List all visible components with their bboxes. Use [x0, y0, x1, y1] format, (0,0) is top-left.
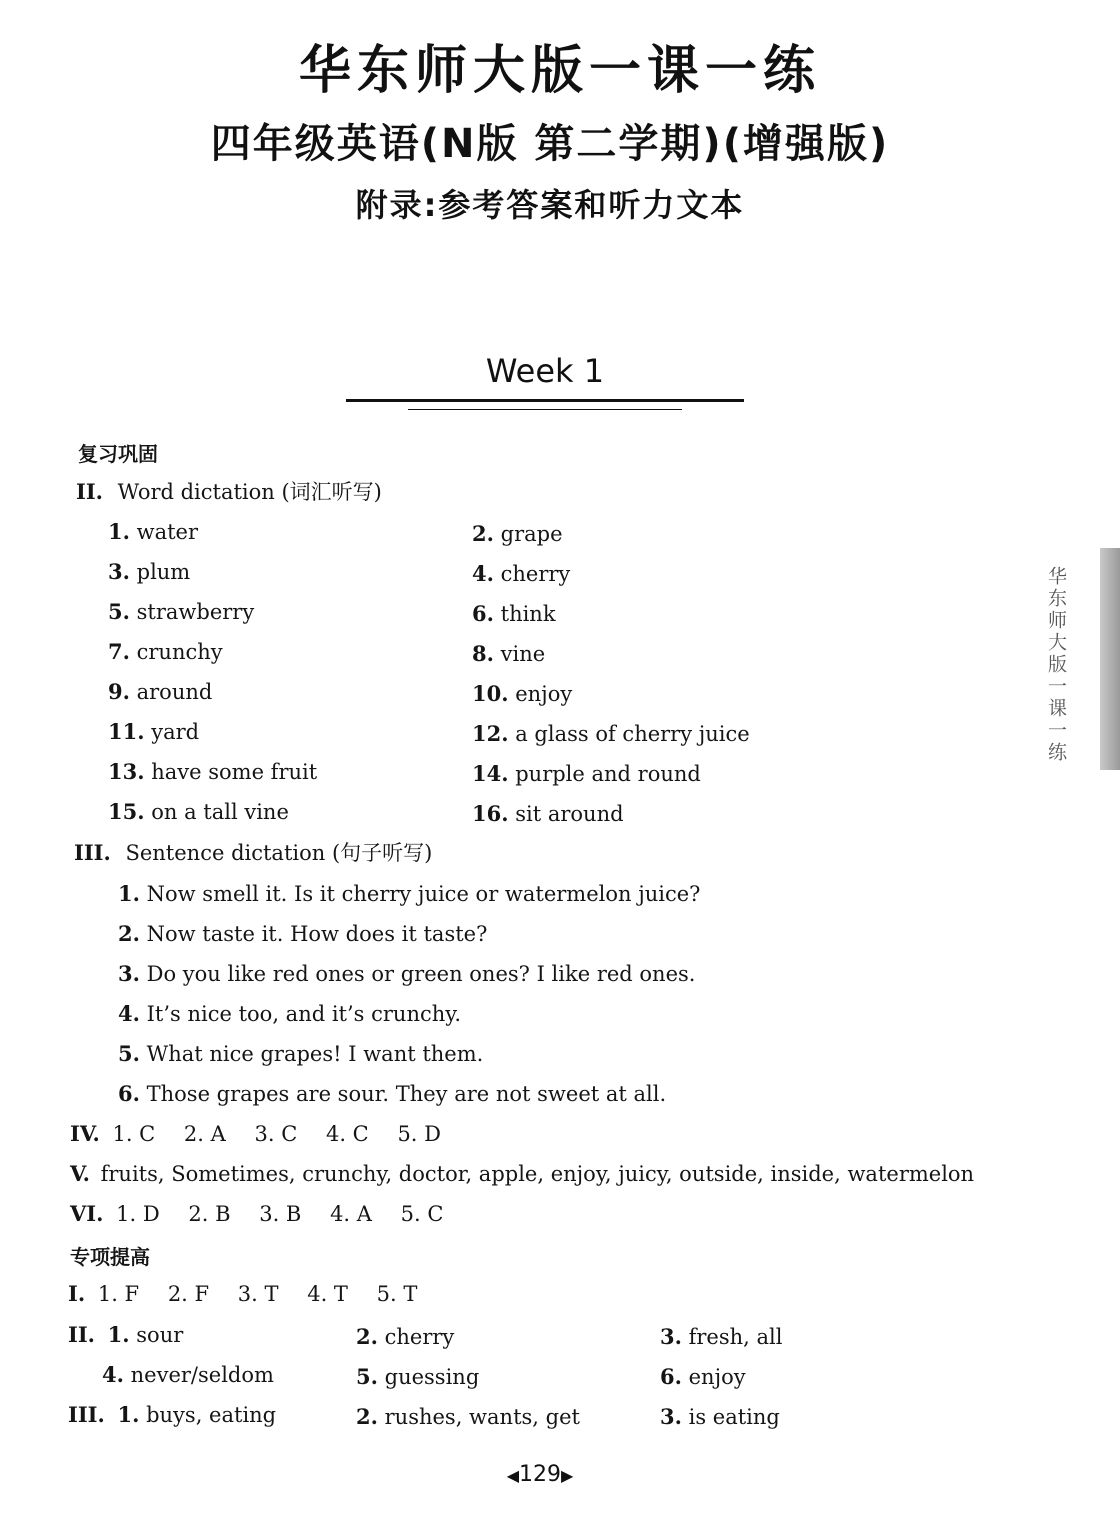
- sentence-item: 3. Do you like red ones or green ones? I like red ones.: [118, 961, 696, 986]
- list-item: 8. vine: [472, 641, 546, 666]
- list-item: 2. rushes, wants, get: [356, 1404, 580, 1429]
- list-item: 7. crunchy: [108, 639, 223, 664]
- list-item: 3. is eating: [660, 1404, 780, 1429]
- improve-section-1-answers: I. 1. F 2. F 3. T 4. T 5. T: [68, 1281, 418, 1306]
- improve-section-2-row: II. 1. sour: [68, 1322, 184, 1347]
- list-item: 11. yard: [108, 719, 200, 744]
- list-item: 10. enjoy: [472, 681, 573, 706]
- list-item: 5. strawberry: [108, 599, 255, 624]
- sentence-item: 5. What nice grapes! I want them.: [118, 1041, 484, 1066]
- improve-section-3-row: III. 1. buys, eating: [68, 1402, 277, 1427]
- appendix-title: 附录:参考答案和听力文本: [355, 186, 745, 224]
- list-item: 2. cherry: [356, 1324, 455, 1349]
- improve-heading: 专项提高: [70, 1245, 150, 1269]
- section-number: III.: [74, 840, 111, 865]
- section-5-answers: V. fruits, Sometimes, crunchy, doctor, apple, enjoy, juicy, outside, inside, watermelon: [70, 1161, 975, 1186]
- book-title: 华东师大版一课一练: [298, 41, 821, 101]
- right-arrow-icon: ▶: [561, 1465, 574, 1485]
- list-item: 4. never/seldom: [102, 1362, 274, 1387]
- list-item: 1. water: [108, 519, 199, 544]
- list-item: 6. enjoy: [660, 1364, 746, 1389]
- list-item: 15. on a tall vine: [108, 799, 289, 824]
- section-6-answers: VI. 1. D 2. B 3. B 4. A 5. C: [70, 1201, 444, 1226]
- list-item: 4. cherry: [472, 561, 571, 586]
- side-tab-label: 华东师大版一课一练: [1045, 566, 1067, 764]
- list-item: 3. fresh, all: [660, 1324, 783, 1349]
- review-heading: 复习巩固: [78, 442, 158, 466]
- heading-rule-thin: [408, 409, 682, 410]
- list-item: 12. a glass of cherry juice: [472, 721, 750, 746]
- sentence-item: 1. Now smell it. Is it cherry juice or watermelon juice?: [118, 881, 701, 906]
- list-item: 13. have some fruit: [108, 759, 318, 784]
- heading-rule-thick: [346, 399, 744, 402]
- list-item: 6. think: [472, 601, 556, 626]
- section-title: Word dictation (词汇听写): [117, 480, 382, 504]
- side-tab: [1100, 548, 1120, 770]
- book-subtitle: 四年级英语(N版 第二学期)(增强版): [210, 121, 890, 167]
- left-arrow-icon: ◀: [506, 1465, 519, 1485]
- section-3-header: [74, 840, 432, 866]
- sentence-item: 2. Now taste it. How does it taste?: [118, 921, 488, 946]
- page-number: ◀129▶: [506, 1462, 574, 1487]
- week-heading: Week 1: [485, 352, 605, 390]
- section-2-header: [76, 479, 382, 505]
- list-item: 5. guessing: [356, 1364, 480, 1389]
- list-item: 16. sit around: [472, 801, 624, 826]
- list-item: 3. plum: [108, 559, 191, 584]
- list-item: 14. purple and round: [472, 761, 701, 786]
- sentence-item: 4. It’s nice too, and it’s crunchy.: [118, 1001, 461, 1026]
- section-number: II.: [76, 479, 103, 504]
- list-item: 9. around: [108, 679, 213, 704]
- section-title: Sentence dictation (句子听写): [125, 841, 433, 865]
- section-4-answers: IV. 1. C 2. A 3. C 4. C 5. D: [70, 1121, 441, 1146]
- sentence-item: 6. Those grapes are sour. They are not sweet at all.: [118, 1081, 667, 1106]
- list-item: 2. grape: [472, 521, 563, 546]
